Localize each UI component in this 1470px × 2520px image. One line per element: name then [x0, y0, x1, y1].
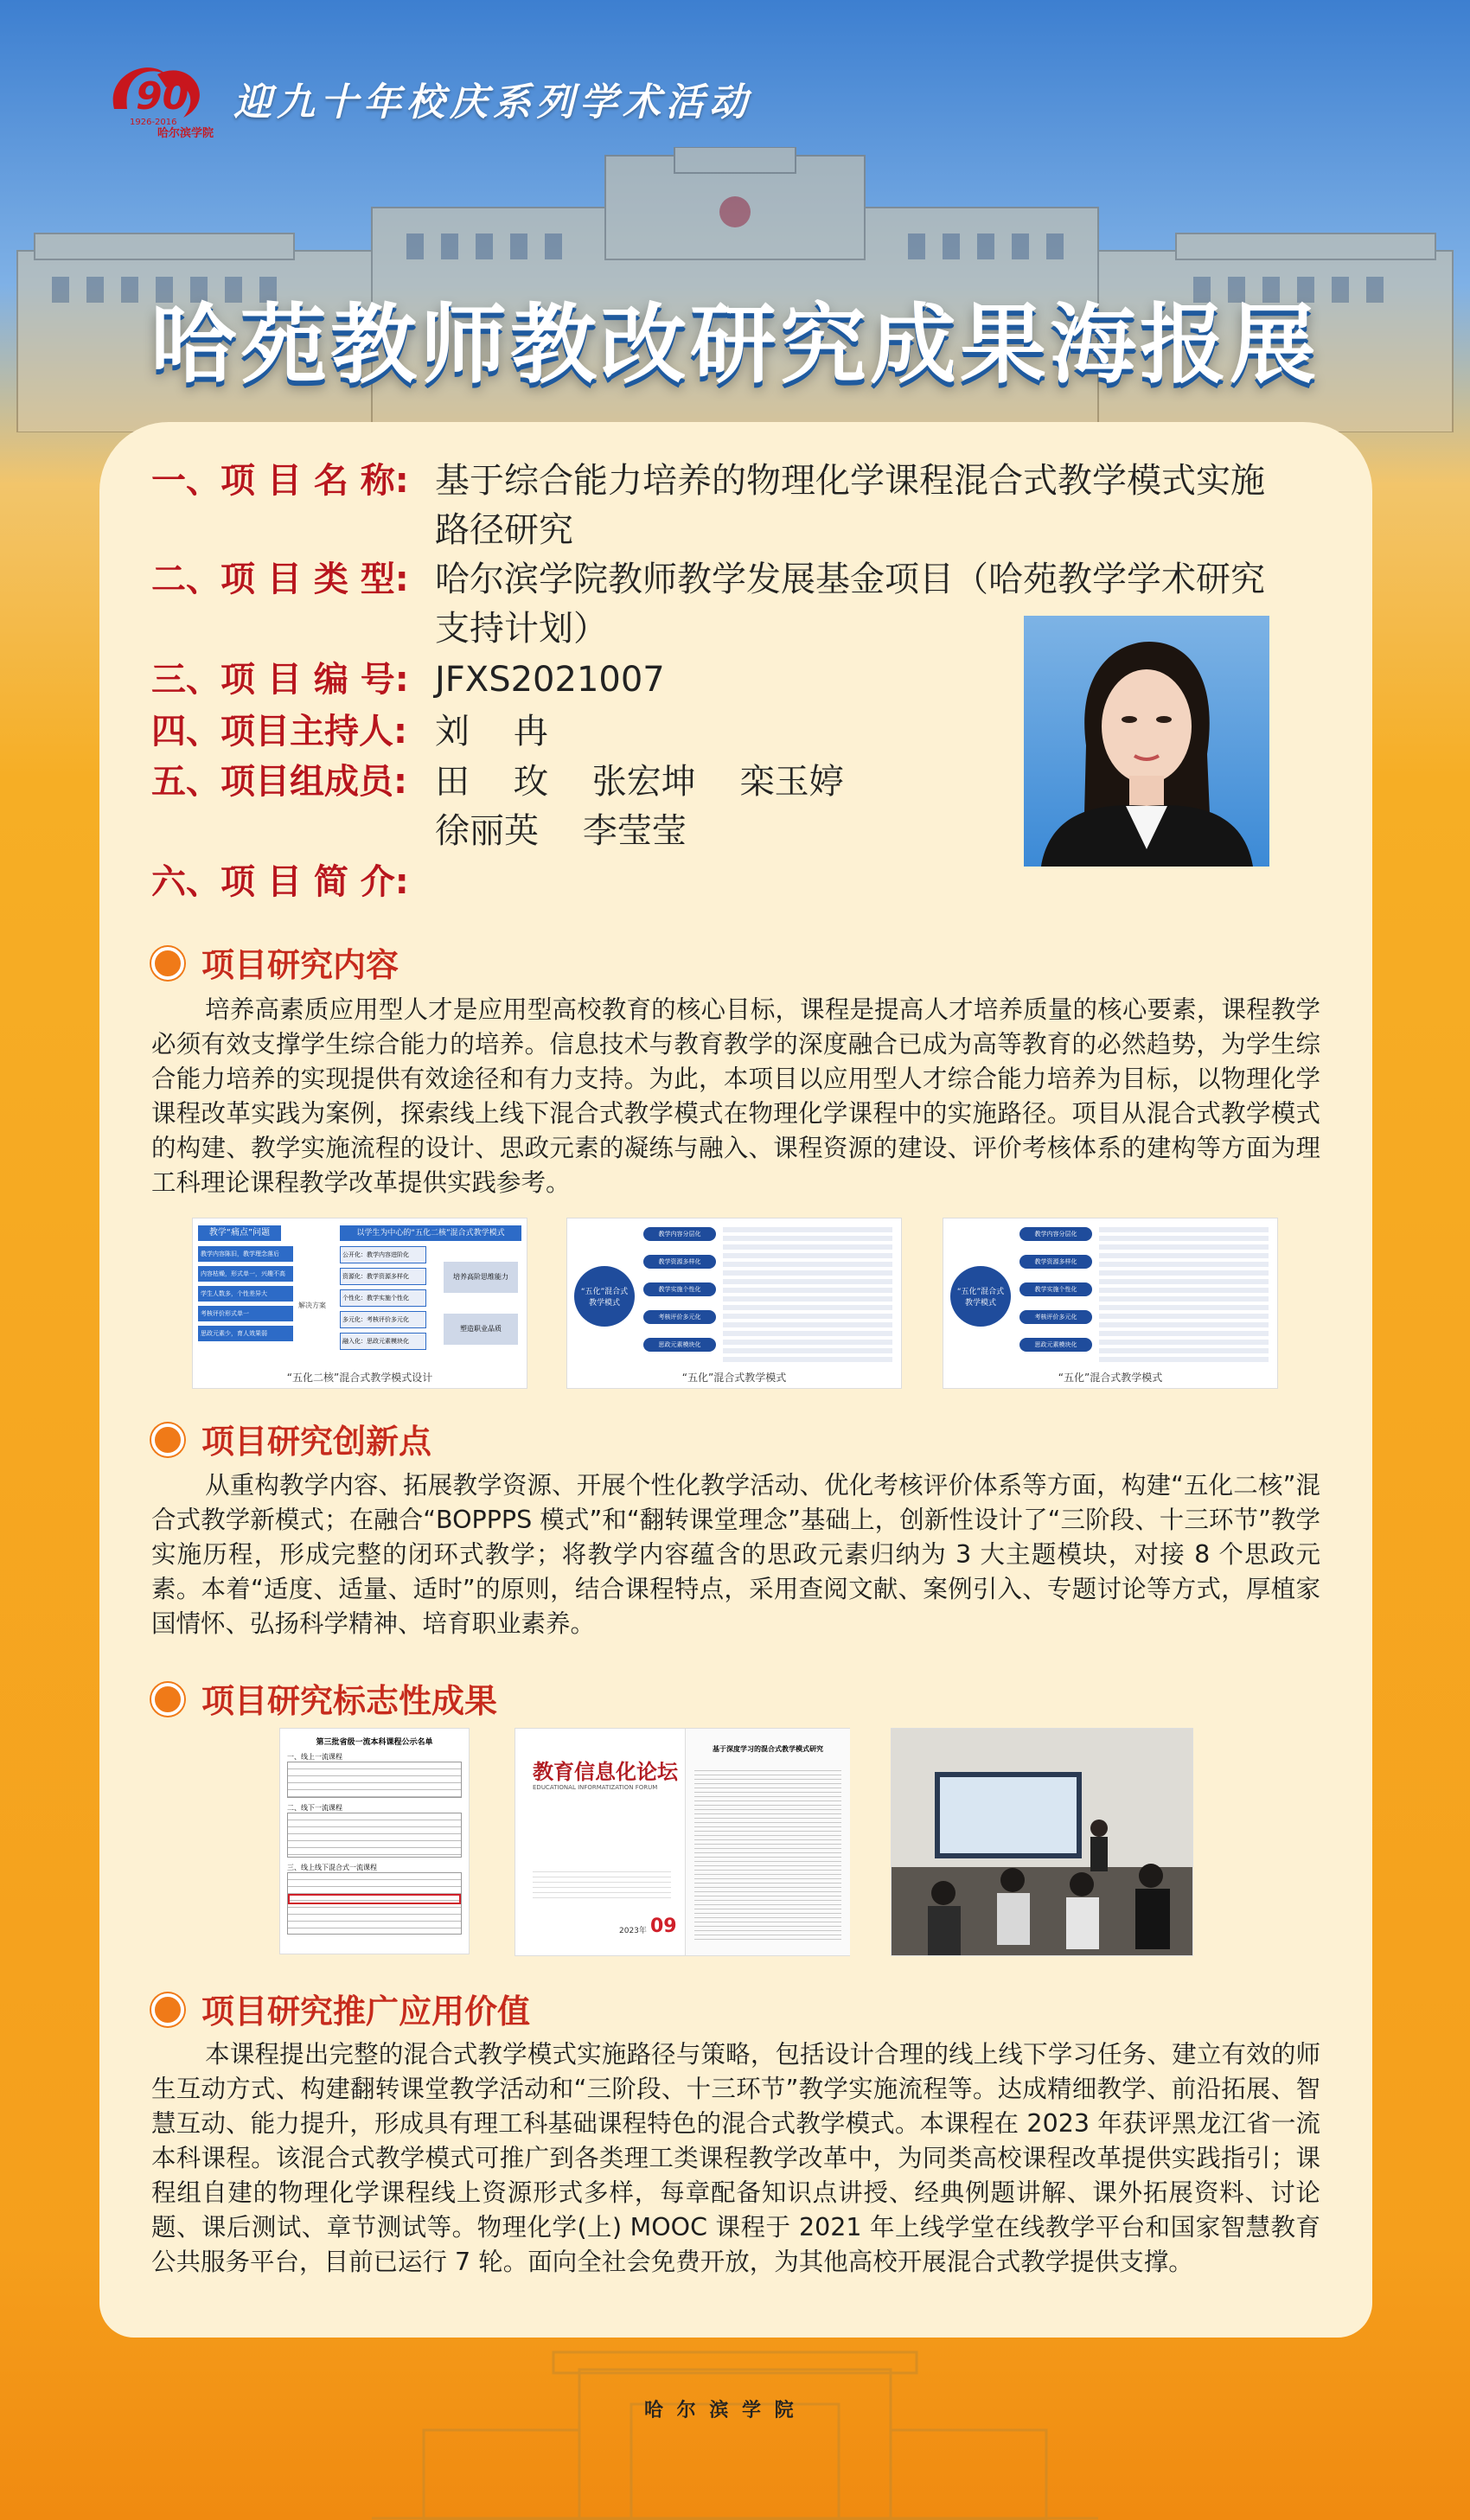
journal-year: 2023年 — [619, 1927, 647, 1935]
fig2-item: 教学内容分层化 — [643, 1227, 716, 1241]
info-label: 六、项 目 简 介: — [151, 862, 409, 902]
fig1-arrow-label: 解决方案 — [298, 1302, 326, 1309]
fig2-item: 教学实施个性化 — [643, 1282, 716, 1296]
section-heading-achievements — [151, 1674, 497, 1722]
section-title: 项目研究推广应用价值 — [201, 1992, 531, 2031]
info-value-line: 支持计划） — [435, 609, 608, 649]
fig1-center-head: 以学生为中心的“五化二核”混合式教学模式 — [340, 1225, 521, 1241]
info-label: 四、项目主持人: — [151, 712, 407, 752]
logo-years: 90 — [136, 74, 189, 118]
fig2-item: 思政元素模块化 — [643, 1338, 716, 1352]
journal-english: EDUCATIONAL INFORMATIZATION FORUM — [533, 1784, 658, 1791]
fig1-left-head: 教学“痛点”问题 — [198, 1225, 281, 1241]
bullet-dot-icon — [151, 1423, 184, 1456]
ach1-title: 第三批省级一流本科课程公示名单 — [316, 1738, 433, 1747]
info-value-line: 哈尔滨学院教师教学发展基金项目（哈苑教学学术研究 — [435, 560, 1265, 599]
poster-main-title: 哈苑教师教改研究成果海报展 — [150, 294, 1320, 395]
achievement-course-list — [279, 1728, 470, 1954]
fig3-item: 考核评价多元化 — [1019, 1310, 1092, 1324]
journal-title: 教育信息化论坛 — [533, 1759, 678, 1784]
fig1-mid-item: 公开化：教学内容进阶化 — [340, 1246, 426, 1263]
fig1-right-item: 培养高阶思维能力 — [444, 1262, 518, 1293]
figure-five-modernizations-b — [943, 1218, 1278, 1389]
bullet-dot-icon — [151, 947, 184, 980]
ach1-table — [287, 1872, 462, 1935]
info-value-line: 路径研究 — [435, 510, 573, 550]
fig1-mid-item: 融入化：思政元素模块化 — [340, 1333, 426, 1350]
info-value-line: 刘 冉 — [435, 712, 548, 752]
anniversary-logo — [97, 48, 218, 144]
article-title: 基于深度学习的混合式教学模式研究 — [713, 1745, 823, 1753]
fig3-item: 思政元素模块化 — [1019, 1338, 1092, 1352]
fig2-item: 教学资源多样化 — [643, 1255, 716, 1269]
series-title: 迎九十年校庆系列学术活动 — [233, 80, 752, 125]
fig1-left-item: 内容枯燥，形式单一，兴趣不高 — [198, 1266, 293, 1282]
fig1-left-item: 思政元素少，育人效果弱 — [198, 1326, 293, 1341]
value-paragraph — [151, 2037, 1320, 2280]
achievement-journal-article — [514, 1728, 850, 1956]
bullet-dot-icon — [151, 1993, 184, 2026]
fig3-item: 教学实施个性化 — [1019, 1282, 1092, 1296]
fig2-item: 考核评价多元化 — [643, 1310, 716, 1324]
fig3-hub: “五化”混合式教学模式 — [950, 1266, 1011, 1327]
fig1-mid-item: 多元化：考核评价多元化 — [340, 1311, 426, 1328]
ach1-group: 一、线上一流课程 — [287, 1753, 342, 1761]
ach1-table — [287, 1813, 462, 1858]
fig1-left-item: 学生人数多，个性差异大 — [198, 1286, 293, 1302]
ach1-group: 二、线下一流课程 — [287, 1804, 342, 1812]
paragraph-text: 培养高素质应用型人才是应用型高校教育的核心目标，课程是提高人才培养质量的核心要素，课程教学必须有效支撑学生综合能力的培养。信息技术与教育教学的深度融合已成为高等教育的必然趋势，为学生综合能力培养的实现提供有效途径和有力支持。为此，本项目以应用型人才综合能力培养为目标，以物理化学课程改革实践为案例，探索线上线下混合式教学模式在物理化学课程中的实施路径。项目从混合式教学模式的构建、教学实施流程的设计、思政元素的凝练与融入、课程资源的建设、评价考核体系的建构等方面为理工科理论课程教学改革提供实践参考。 — [151, 995, 1320, 1197]
achievement-classroom-photo — [891, 1728, 1193, 1956]
section-heading-value — [151, 1985, 530, 2032]
paragraph-text: 本课程提出完整的混合式教学模式实施路径与策略，包括设计合理的线上线下学习任务、建立有效的师生互动方式、构建翻转课堂教学活动和“三阶段、十三环节”教学实施流程等。达成精细教学、前沿拓展、智慧互动、能力提升，形成具有理工科基础课程特色的混合式教学模式。本课程在 2023 年获评黑龙江省一流本科课程。该混合式教学模式可推广到各类理工类课程教学改革中，为同类高校课程改革提供实践指引；课程组自建的物理化学课程线上资源形式多样，每章配备知识点讲授、经典例题讲解、课外拓展资料、讨论题、课后测试、章节测试等。物理化学(上) MOOC 课程于 2021 年上线学堂在线教学平台和国家智慧教育公共服务平台，目前已运行 7 轮。面向全社会免费开放，为其他高校开展混合式教学提供支撑。 — [151, 2040, 1320, 2276]
journal-contents — [533, 1867, 671, 1902]
section-heading-content — [151, 938, 399, 986]
figure-teaching-model-design — [192, 1218, 527, 1389]
info-label: 五、项目组成员: — [151, 762, 407, 802]
content-paragraph — [151, 993, 1320, 1200]
paragraph-text: 从重构教学内容、拓展教学资源、开展个性化教学活动、优化考核评价体系等方面，构建“五化二核”混合式教学新模式；在融合“BOPPPS 模式”和“翻转课堂理念”基础上，创新性设计了“三阶段、十三环节”教学实施历程，形成完整的闭环式教学；将教学内容蕴含的思政元素归纳为 3 大主题模块，对接 8 个思政元素。本着“适度、适量、适时”的原则，结合课程特点，采用查阅文献、案例引入、专题讨论等方式，厚植家国情怀、弘扬科学精神、培育职业素养。 — [151, 1471, 1320, 1638]
fig1-right-item: 塑造职业品质 — [444, 1314, 518, 1345]
info-value-line: 田 玫 张宏坤 栾玉婷 — [435, 762, 844, 802]
section-title: 项目研究创新点 — [201, 1423, 432, 1461]
fig3-item: 教学内容分层化 — [1019, 1227, 1092, 1241]
logo-caption: 1926-2016 — [130, 118, 177, 127]
info-value-line: JFXS2021007 — [435, 660, 665, 700]
info-label: 二、项 目 类 型: — [151, 560, 409, 599]
bullet-dot-icon — [151, 1683, 184, 1716]
info-value-line: 基于综合能力培养的物理化学课程混合式教学模式实施 — [435, 461, 1265, 501]
figure-caption: “五化”混合式教学模式 — [681, 1372, 787, 1384]
fig2-hub: “五化”混合式教学模式 — [574, 1266, 635, 1327]
fig1-left-item: 考核评价形式单一 — [198, 1306, 293, 1321]
ach1-group: 三、线上线下混合式一流课程 — [287, 1864, 377, 1871]
highlight-row — [288, 1894, 461, 1904]
fig1-left-item: 教学内容陈旧，教学理念落后 — [198, 1246, 293, 1262]
innovation-paragraph — [151, 1468, 1320, 1641]
figure-caption: “五化二核”混合式教学模式设计 — [286, 1372, 433, 1384]
figure-caption: “五化”混合式教学模式 — [1058, 1372, 1163, 1384]
leader-photo — [1024, 616, 1269, 867]
article-body — [694, 1767, 841, 1940]
section-title: 项目研究标志性成果 — [201, 1682, 498, 1720]
fig3-text-block — [1099, 1227, 1269, 1366]
journal-issue: 09 — [650, 1916, 677, 1937]
info-label: 三、项 目 编 号: — [151, 660, 409, 700]
figure-five-modernizations-a — [566, 1218, 902, 1389]
logo-school: 哈尔滨学院 — [157, 127, 214, 140]
footer-school-name: 哈 尔 滨 学 院 — [644, 2400, 797, 2421]
info-label: 一、项 目 名 称: — [151, 461, 409, 501]
fig1-mid-item: 个性化：教学实施个性化 — [340, 1289, 426, 1307]
section-heading-innovation — [151, 1415, 431, 1462]
fig2-text-block — [723, 1227, 892, 1366]
info-value-line: 徐丽英 李莹莹 — [435, 811, 687, 851]
fig1-mid-item: 资源化：教学资源多样化 — [340, 1268, 426, 1285]
ach1-table — [287, 1762, 462, 1798]
section-title: 项目研究内容 — [201, 946, 399, 984]
fig3-item: 教学资源多样化 — [1019, 1255, 1092, 1269]
